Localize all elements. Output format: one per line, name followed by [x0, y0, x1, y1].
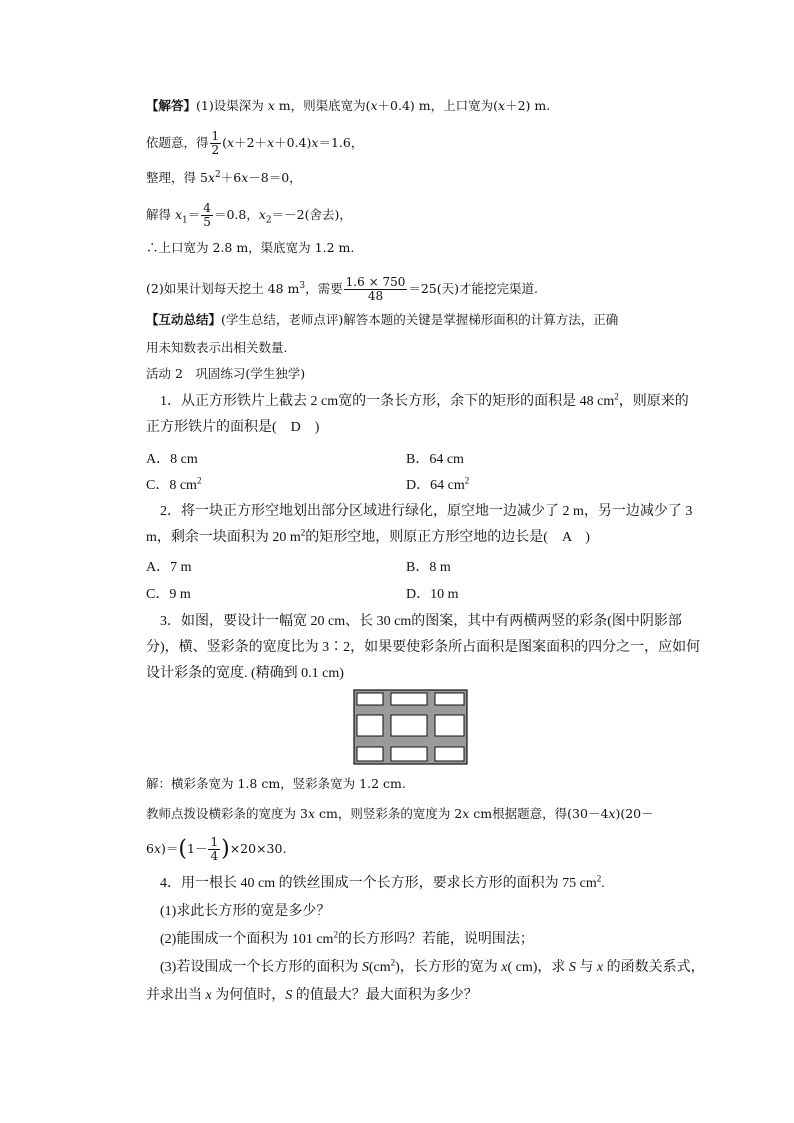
q3-hint-line-2: 6x)＝(1－ $\frac{1}{4}$ )×20×30. [146, 835, 287, 863]
answer-line-6: (2)如果计划每天挖土 48 $m^3$，需要 $\frac{1.6 \times 750}{48}$ ＝25(天)才能挖完渠道. [146, 275, 538, 303]
answer-line-3: 整理，得 $5x^2+6x-8=0$， [146, 169, 302, 185]
fraction-quarter: $\frac{1}{4}$ [210, 835, 219, 863]
q4-line-1: 4．用一根长 40 cm 的铁丝围成一个长方形，要求长方形的面积为 75 $cm^2$. [160, 873, 605, 891]
q1-option-d: D．64 $cm^2$ [406, 475, 470, 493]
answer-line-4: 解得 $x_1=$ $\frac{4}{5}$ ＝0.8，$x_2=-2$(舍去)， [146, 201, 352, 229]
cell [357, 715, 383, 736]
q4-part-3: (3)若设围成一个长方形的面积为 $S(cm^2)$，长方形的宽为 x( cm)，求 S 与 x 的函数关系式， [160, 957, 705, 975]
cell [391, 715, 427, 736]
answer-line-2: 依题意，得 $\frac{1}{2}$ (x＋2＋x＋0.4)x＝1.6， [146, 129, 364, 157]
summary-line-2: 用未知数表示出相关数量. [146, 340, 288, 355]
q1-option-b: B．64 cm [406, 452, 464, 467]
q2-option-b: B．8 m [406, 560, 451, 575]
fraction-days: $\frac{1.6 \times 750}{48}$ [345, 275, 406, 303]
q1-option-c: C．8 $cm^2$ [146, 475, 202, 493]
q3-line-2: 分)，横、竖彩条的宽度比为 3∶2，如果要使彩条所占面积是图案面积的四分之一，应如何 [146, 640, 701, 655]
answer-line-5: ∴上口宽为 2.8 m，渠底宽为 1.2 m. [146, 240, 355, 255]
q3-hint-line-1: 教师点拨设横彩条的宽度为 3x cm，则竖彩条的宽度为 2x cm根据题意，得(30－4x)(20－ [146, 806, 654, 821]
cell [391, 693, 427, 705]
stripe-pattern-figure [353, 689, 468, 765]
fraction-half: $\frac{1}{2}$ [211, 129, 220, 157]
cell [435, 693, 464, 705]
fraction-four-fifths: $\frac{4}{5}$ [203, 201, 211, 229]
activity-heading: 活动 2 巩固练习(学生独学) [146, 366, 306, 381]
q2-option-a: A．7 m [146, 560, 192, 575]
q1-option-a: A．8 cm [146, 452, 198, 467]
cell [391, 747, 427, 761]
cell [435, 747, 464, 761]
answer-line-1: 【解答】(1)设渠深为 x m，则渠底宽为(x＋0.4) m，上口宽为(x＋2) m. [146, 98, 551, 113]
q4-part-3-cont: 并求出当 x 为何值时，S 的值最大？最大面积为多少？ [146, 988, 478, 1003]
q1-line-2: 正方形铁片的面积是( D ) [146, 420, 320, 435]
q3-line-3: 设计彩条的宽度. (精确到 0.1 cm) [146, 666, 344, 681]
q4-part-2: (2)能围成一个面积为 101 $cm^2$的长方形吗？若能，说明围法； [160, 929, 534, 947]
q2-line-2: m，剩余一块面积为 20 $m^2$的矩形空地，则原正方形空地的边长是( A ) [146, 527, 590, 545]
q4-part-1: (1)求此长方形的宽是多少？ [160, 904, 331, 919]
q2-line-1: 2．将一块正方形空地划出部分区域进行绿化，原空地一边减少了 2 m，另一边减少了 3 [160, 504, 693, 519]
cell [435, 715, 464, 736]
q2-option-c: C．9 m [146, 587, 191, 602]
summary-line-1: 【互动总结】(学生总结，老师点评)解答本题的关键是掌握梯形面积的计算方法，正确 [146, 312, 619, 327]
q1-line-1: 1．从正方形铁片上截去 2 cm宽的一条长方形，余下的矩形的面积是 48 $cm^2$，则原来的 [160, 391, 689, 409]
cell [357, 747, 383, 761]
cell [357, 693, 383, 705]
q3-line-1: 3．如图，要设计一幅宽 20 cm、长 30 cm的图案，其中有两横两竖的彩条(图中阴影部 [160, 614, 682, 629]
q2-option-d: D．10 m [406, 587, 459, 602]
q3-solution: 解：横彩条宽为 1.8 cm，竖彩条宽为 1.2 cm. [146, 776, 406, 791]
